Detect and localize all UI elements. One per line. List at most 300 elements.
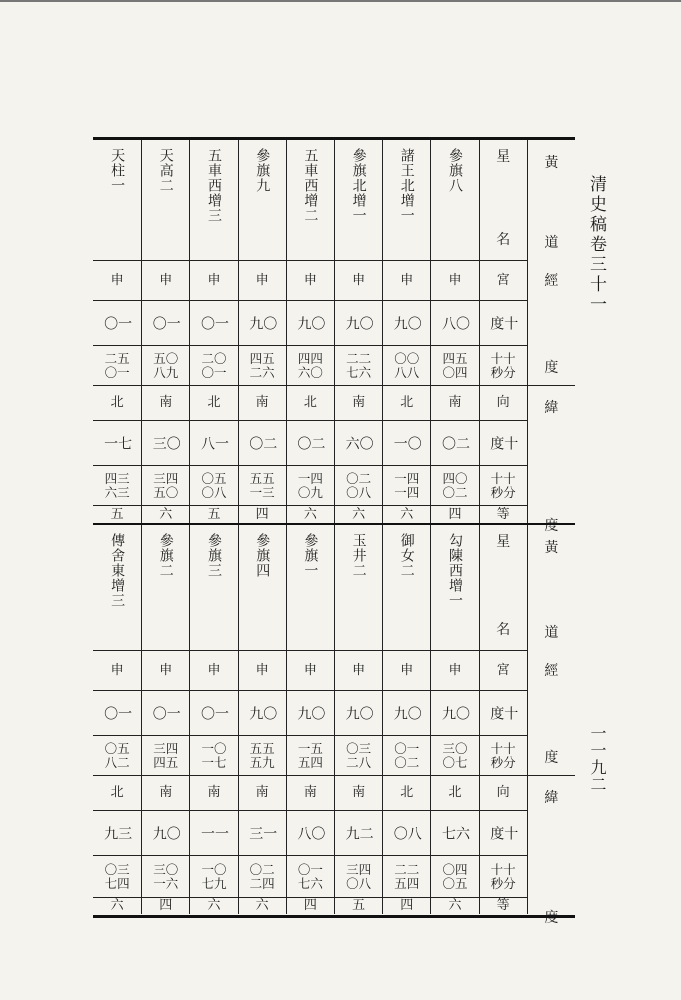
- star-name-cell: [335, 525, 382, 650]
- star-name-cell: [383, 140, 430, 260]
- latitude-second-value: 七九: [201, 875, 227, 891]
- latitude-second-value: 〇八: [346, 875, 372, 891]
- side-label-du-longitude: 度: [544, 360, 559, 376]
- star-name: 參旗九: [254, 148, 271, 193]
- palace-value: 申: [207, 662, 221, 678]
- star-name-cell: [287, 140, 334, 260]
- side-label-huang: 黃: [544, 155, 559, 171]
- magnitude-cell: [142, 505, 189, 523]
- latitude-minute-second: [201, 863, 226, 889]
- latitude-minute-cell: [239, 855, 286, 897]
- palace-cell: [431, 260, 478, 300]
- latitude-minute-value: 五五: [249, 471, 275, 487]
- longitude-degree-value: 一〇: [150, 316, 181, 330]
- header-name-top: 星: [496, 149, 511, 165]
- direction-cell: [93, 775, 141, 810]
- palace-cell: [335, 650, 382, 690]
- magnitude-cell: [239, 505, 286, 523]
- star-name: 御女二: [398, 533, 415, 578]
- star-name-cell: [93, 140, 141, 260]
- direction-cell: [190, 775, 237, 810]
- longitude-minute-second: [250, 742, 275, 768]
- page-top-rule: [0, 0, 681, 2]
- header-lat-minute: 十十: [490, 862, 516, 878]
- latitude-minute-value: 〇二: [249, 862, 275, 878]
- longitude-degree-value: 〇九: [247, 706, 278, 720]
- palace-cell: [93, 650, 141, 690]
- latitude-degree-cell: [431, 810, 478, 855]
- longitude-minute-cell: [142, 345, 189, 385]
- latitude-degree-cell: [239, 420, 286, 465]
- latitude-minute-value: 一四: [297, 471, 323, 487]
- latitude-minute-cell: [142, 855, 189, 897]
- latitude-degree-value: 七一: [102, 436, 133, 450]
- star-name: 參旗三: [205, 533, 222, 578]
- side-label-huang: 黃: [544, 540, 559, 556]
- longitude-minute-value: 二五: [104, 351, 130, 367]
- header-name-bottom: 名: [496, 232, 511, 249]
- direction-value: 北: [400, 785, 414, 801]
- magnitude-value: 六: [448, 898, 462, 914]
- longitude-minute-cell: [383, 735, 430, 775]
- header-lat-minute-second: [491, 472, 516, 498]
- palace-value: 申: [303, 272, 317, 288]
- longitude-degree-value: 〇九: [343, 706, 374, 720]
- latitude-degree-cell: [142, 420, 189, 465]
- side-label-jing: 經: [544, 273, 559, 289]
- longitude-degree-value: 一〇: [150, 706, 181, 720]
- longitude-minute-cell: [190, 735, 237, 775]
- longitude-second-value: 〇七: [442, 754, 468, 770]
- longitude-minute-value: 一〇: [201, 741, 227, 757]
- latitude-minute-second: [298, 863, 323, 889]
- latitude-second-value: 一四: [394, 484, 420, 500]
- direction-value: 北: [400, 395, 414, 411]
- magnitude-value: 四: [159, 898, 173, 914]
- longitude-degree-cell: [142, 690, 189, 735]
- latitude-degree-cell: [93, 810, 141, 855]
- latitude-minute-second: [394, 472, 419, 498]
- magnitude-cell: [190, 897, 237, 914]
- longitude-degree-cell: [335, 300, 382, 345]
- header-minute: 十十: [490, 351, 516, 367]
- palace-cell: [142, 260, 189, 300]
- latitude-degree-value: 八〇: [391, 826, 422, 840]
- longitude-minute-second: [105, 352, 130, 378]
- magnitude-cell: [93, 505, 141, 523]
- latitude-second-value: 一六: [153, 875, 179, 891]
- latitude-degree-value: 二〇: [247, 436, 278, 450]
- longitude-minute-cell: [335, 345, 382, 385]
- header-direction: 向: [496, 785, 510, 801]
- magnitude-cell: [239, 897, 286, 914]
- palace-value: 申: [400, 662, 414, 678]
- longitude-degree-value: 一〇: [198, 316, 229, 330]
- longitude-second-value: 〇一: [201, 364, 227, 380]
- longitude-second-value: 〇四: [442, 364, 468, 380]
- longitude-second-value: 八八: [394, 364, 420, 380]
- header-minute: 十十: [490, 741, 516, 757]
- longitude-degree-value: 〇九: [343, 316, 374, 330]
- longitude-degree-value: 一〇: [102, 706, 133, 720]
- longitude-minute-value: 〇〇: [394, 351, 420, 367]
- longitude-minute-cell: [239, 735, 286, 775]
- latitude-minute-second: [346, 863, 371, 889]
- header-lat-degree-cell: [480, 810, 527, 855]
- palace-value: 申: [303, 662, 317, 678]
- side-label-wei: 緯: [544, 400, 559, 416]
- direction-value: 南: [352, 395, 366, 411]
- magnitude-cell: [142, 897, 189, 914]
- header-name-top: 星: [496, 534, 511, 550]
- header-second: 秒分: [490, 364, 516, 380]
- longitude-minute-value: 四四: [297, 351, 323, 367]
- latitude-second-value: 七四: [104, 875, 130, 891]
- star-name-cell: [190, 525, 237, 650]
- side-label-du-latitude: 度: [544, 910, 559, 926]
- palace-cell: [383, 260, 430, 300]
- longitude-second-value: 四五: [153, 754, 179, 770]
- header-palace-cell: [480, 260, 527, 300]
- side-label-du-longitude: 度: [544, 750, 559, 766]
- longitude-minute-value: 二二: [346, 351, 372, 367]
- direction-cell: [287, 385, 334, 420]
- latitude-minute-value: 三〇: [153, 862, 179, 878]
- header-direction-cell: [480, 385, 527, 420]
- side-label-dao: 道: [544, 235, 559, 251]
- direction-value: 南: [159, 785, 173, 801]
- star-name-cell: [142, 140, 189, 260]
- side-label-jing: 經: [544, 663, 559, 679]
- longitude-minute-cell: [431, 345, 478, 385]
- longitude-minute-second: [250, 352, 275, 378]
- header-direction: 向: [496, 395, 510, 411]
- latitude-degree-value: 〇六: [343, 436, 374, 450]
- header-lat-minute-cell: [480, 855, 527, 897]
- longitude-degree-cell: [431, 690, 478, 735]
- longitude-minute-value: 四五: [249, 351, 275, 367]
- side-label-dao: 道: [544, 625, 559, 641]
- direction-cell: [190, 385, 237, 420]
- magnitude-cell: [383, 505, 430, 523]
- header-direction-cell: [480, 775, 527, 810]
- star-name-cell: [287, 525, 334, 650]
- direction-cell: [383, 775, 430, 810]
- header-minute-second: [491, 742, 516, 768]
- longitude-second-value: 八九: [153, 364, 179, 380]
- longitude-minute-second: [442, 742, 467, 768]
- side-label-wei: 緯: [544, 790, 559, 806]
- magnitude-value: 五: [110, 506, 124, 522]
- latitude-minute-value: 〇五: [201, 471, 227, 487]
- magnitude-value: 四: [448, 506, 462, 522]
- direction-cell: [142, 385, 189, 420]
- latitude-minute-cell: [93, 465, 141, 505]
- longitude-minute-cell: [383, 345, 430, 385]
- latitude-degree-cell: [239, 810, 286, 855]
- latitude-degree-cell: [335, 810, 382, 855]
- direction-cell: [93, 385, 141, 420]
- latitude-second-value: 〇八: [201, 484, 227, 500]
- latitude-minute-cell: [383, 855, 430, 897]
- latitude-minute-second: [105, 472, 130, 498]
- latitude-degree-cell: [335, 420, 382, 465]
- palace-value: 申: [207, 272, 221, 288]
- side-column-divider: [528, 775, 575, 776]
- direction-cell: [239, 775, 286, 810]
- star-name: 傳舍東增三: [109, 533, 126, 608]
- star-name-cell: [383, 525, 430, 650]
- star-name-cell: [93, 525, 141, 650]
- latitude-minute-cell: [335, 855, 382, 897]
- header-degree-cell: [480, 690, 527, 735]
- header-name-cell: [480, 140, 527, 260]
- latitude-second-value: 二四: [249, 875, 275, 891]
- longitude-degree-cell: [239, 300, 286, 345]
- longitude-second-value: 二六: [249, 364, 275, 380]
- latitude-second-value: 一三: [249, 484, 275, 500]
- longitude-minute-value: 一五: [297, 741, 323, 757]
- latitude-minute-cell: [335, 465, 382, 505]
- longitude-minute-value: 五五: [249, 741, 275, 757]
- latitude-minute-value: 〇三: [104, 862, 130, 878]
- direction-value: 南: [159, 395, 173, 411]
- star-name-cell: [431, 525, 478, 650]
- longitude-second-value: 八二: [104, 754, 130, 770]
- longitude-second-value: 一七: [201, 754, 227, 770]
- header-degree: 十度: [488, 706, 519, 720]
- latitude-minute-cell: [431, 465, 478, 505]
- palace-value: 申: [448, 272, 462, 288]
- latitude-degree-value: 一八: [198, 436, 229, 450]
- latitude-second-value: 〇九: [297, 484, 323, 500]
- direction-cell: [431, 385, 478, 420]
- palace-value: 申: [352, 272, 366, 288]
- latitude-degree-cell: [383, 810, 430, 855]
- direction-cell: [335, 775, 382, 810]
- latitude-minute-value: 二二: [394, 862, 420, 878]
- longitude-degree-value: 一〇: [102, 316, 133, 330]
- page-number: 一一九二: [588, 725, 607, 793]
- latitude-minute-second: [153, 863, 178, 889]
- latitude-second-value: 〇五: [442, 875, 468, 891]
- header-lat-minute-cell: [480, 465, 527, 505]
- header-palace: 宮: [496, 662, 510, 678]
- header-magnitude: 等: [496, 898, 510, 914]
- longitude-degree-cell: [190, 690, 237, 735]
- latitude-minute-second: [153, 472, 178, 498]
- palace-cell: [431, 650, 478, 690]
- longitude-degree-cell: [190, 300, 237, 345]
- direction-value: 南: [207, 785, 221, 801]
- star-name-cell: [142, 525, 189, 650]
- latitude-minute-value: 〇二: [346, 471, 372, 487]
- header-minute-cell: [480, 735, 527, 775]
- latitude-degree-value: 〇九: [150, 826, 181, 840]
- latitude-minute-second: [346, 472, 371, 498]
- longitude-minute-second: [394, 742, 419, 768]
- palace-cell: [239, 650, 286, 690]
- header-palace: 宮: [496, 272, 510, 288]
- longitude-minute-value: 五〇: [153, 351, 179, 367]
- latitude-degree-cell: [190, 810, 237, 855]
- longitude-minute-cell: [335, 735, 382, 775]
- direction-cell: [335, 385, 382, 420]
- star-name-cell: [431, 140, 478, 260]
- star-name-cell: [190, 140, 237, 260]
- header-lat-minute: 十十: [490, 471, 516, 487]
- latitude-minute-value: 〇四: [442, 862, 468, 878]
- latitude-minute-cell: [190, 465, 237, 505]
- longitude-degree-cell: [287, 690, 334, 735]
- longitude-minute-cell: [142, 735, 189, 775]
- magnitude-value: 五: [352, 898, 366, 914]
- magnitude-cell: [190, 505, 237, 523]
- header-lat-second: 秒分: [490, 484, 516, 500]
- star-name-cell: [239, 525, 286, 650]
- palace-cell: [190, 260, 237, 300]
- longitude-minute-cell: [190, 345, 237, 385]
- palace-cell: [93, 260, 141, 300]
- latitude-minute-second: [442, 472, 467, 498]
- latitude-degree-cell: [383, 420, 430, 465]
- magnitude-cell: [431, 505, 478, 523]
- longitude-minute-cell: [93, 735, 141, 775]
- longitude-degree-cell: [383, 300, 430, 345]
- latitude-minute-second: [442, 863, 467, 889]
- longitude-degree-cell: [93, 300, 141, 345]
- header-lat-degree: 十度: [488, 436, 519, 450]
- latitude-minute-cell: [93, 855, 141, 897]
- longitude-minute-value: 三〇: [442, 741, 468, 757]
- latitude-minute-second: [250, 863, 275, 889]
- direction-value: 北: [207, 395, 221, 411]
- latitude-minute-second: [201, 472, 226, 498]
- longitude-minute-cell: [287, 735, 334, 775]
- latitude-minute-cell: [287, 465, 334, 505]
- table-block-1: [93, 140, 575, 534]
- latitude-second-value: 七六: [297, 875, 323, 891]
- star-name: 天柱一: [109, 148, 126, 193]
- palace-value: 申: [255, 662, 269, 678]
- magnitude-cell: [287, 505, 334, 523]
- magnitude-cell: [287, 897, 334, 914]
- direction-cell: [431, 775, 478, 810]
- latitude-minute-cell: [287, 855, 334, 897]
- longitude-minute-second: [442, 352, 467, 378]
- magnitude-value: 五: [207, 506, 221, 522]
- magnitude-value: 四: [400, 898, 414, 914]
- palace-cell: [239, 260, 286, 300]
- longitude-minute-second: [298, 352, 323, 378]
- longitude-minute-value: 四五: [442, 351, 468, 367]
- magnitude-cell: [383, 897, 430, 914]
- palace-value: 申: [159, 272, 173, 288]
- latitude-minute-second: [105, 863, 130, 889]
- direction-cell: [239, 385, 286, 420]
- star-name: 諸王北增一: [398, 148, 415, 223]
- star-name: 勾陳西增一: [446, 533, 463, 608]
- latitude-minute-value: 一〇: [201, 862, 227, 878]
- latitude-minute-value: 四三: [104, 471, 130, 487]
- direction-value: 北: [110, 395, 124, 411]
- longitude-degree-value: 一〇: [198, 706, 229, 720]
- magnitude-value: 六: [207, 898, 221, 914]
- palace-cell: [287, 650, 334, 690]
- longitude-minute-second: [298, 742, 323, 768]
- side-column-divider: [528, 385, 575, 386]
- latitude-minute-cell: [239, 465, 286, 505]
- latitude-degree-cell: [190, 420, 237, 465]
- magnitude-cell: [431, 897, 478, 914]
- palace-cell: [142, 650, 189, 690]
- header-magnitude-cell: [480, 505, 527, 523]
- palace-value: 申: [400, 272, 414, 288]
- longitude-degree-value: 〇九: [247, 316, 278, 330]
- direction-value: 南: [448, 395, 462, 411]
- latitude-minute-value: 三四: [346, 862, 372, 878]
- magnitude-value: 六: [303, 506, 317, 522]
- longitude-minute-cell: [431, 735, 478, 775]
- longitude-second-value: 六〇: [297, 364, 323, 380]
- star-name: 五車西增三: [205, 148, 222, 223]
- direction-value: 南: [255, 395, 269, 411]
- longitude-degree-value: 〇九: [391, 706, 422, 720]
- latitude-degree-value: 一一: [198, 826, 229, 840]
- longitude-minute-second: [346, 742, 371, 768]
- header-second: 秒分: [490, 754, 516, 770]
- star-name: 參旗北增一: [350, 148, 367, 223]
- star-table: [93, 137, 575, 926]
- latitude-minute-value: 一四: [394, 471, 420, 487]
- longitude-degree-cell: [383, 690, 430, 735]
- palace-value: 申: [159, 662, 173, 678]
- longitude-minute-second: [201, 742, 226, 768]
- latitude-degree-cell: [93, 420, 141, 465]
- longitude-degree-cell: [239, 690, 286, 735]
- longitude-minute-second: [394, 352, 419, 378]
- header-magnitude-cell: [480, 897, 527, 914]
- magnitude-value: 六: [255, 898, 269, 914]
- longitude-second-value: 〇一: [104, 364, 130, 380]
- longitude-minute-value: 〇一: [394, 741, 420, 757]
- header-degree-cell: [480, 300, 527, 345]
- header-name-bottom: 名: [496, 622, 511, 639]
- longitude-minute-value: 〇三: [346, 741, 372, 757]
- longitude-minute-value: 二〇: [201, 351, 227, 367]
- longitude-minute-cell: [239, 345, 286, 385]
- star-name: 參旗四: [254, 533, 271, 578]
- palace-value: 申: [352, 662, 366, 678]
- direction-value: 北: [448, 785, 462, 801]
- longitude-minute-second: [201, 352, 226, 378]
- direction-value: 南: [303, 785, 317, 801]
- magnitude-value: 六: [352, 506, 366, 522]
- magnitude-value: 六: [159, 506, 173, 522]
- star-name: 五車西增二: [302, 148, 319, 223]
- margin-title: 清史稿卷三十一: [586, 175, 606, 315]
- latitude-degree-value: 二〇: [295, 436, 326, 450]
- direction-value: 北: [110, 785, 124, 801]
- direction-value: 北: [303, 395, 317, 411]
- latitude-minute-value: 四〇: [442, 471, 468, 487]
- longitude-minute-second: [105, 742, 130, 768]
- latitude-degree-value: 二〇: [439, 436, 470, 450]
- table-block-2: [93, 523, 575, 926]
- longitude-second-value: 五九: [249, 754, 275, 770]
- header-lat-second: 秒分: [490, 875, 516, 891]
- palace-value: 申: [110, 662, 124, 678]
